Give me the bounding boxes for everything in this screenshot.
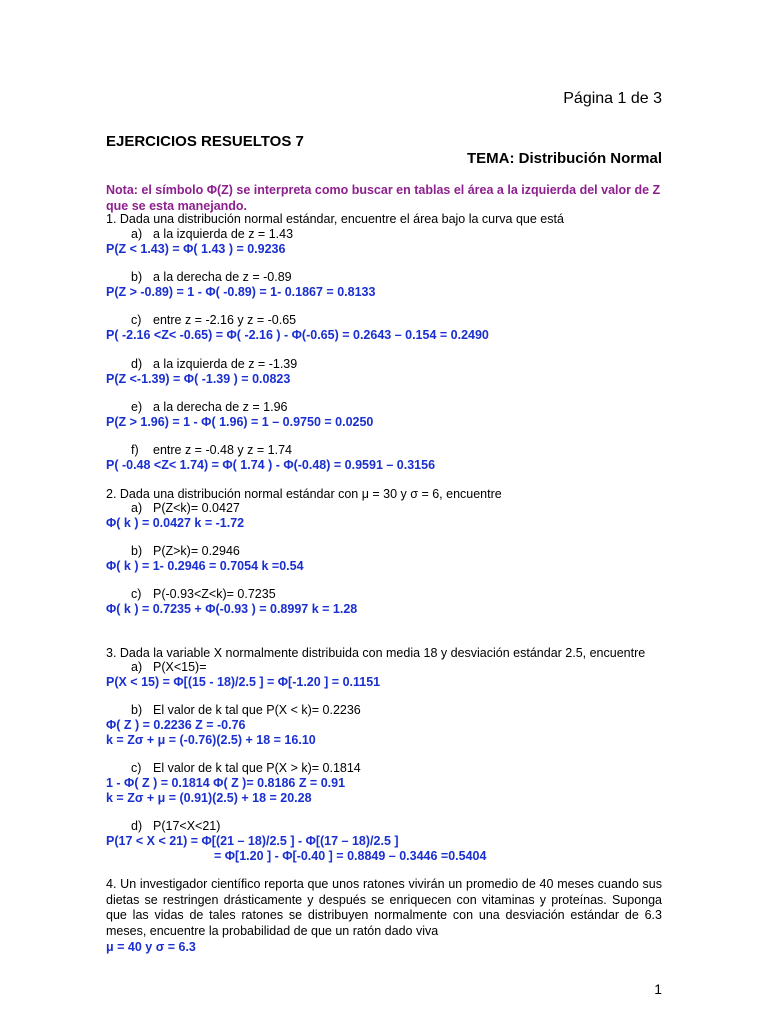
q1-item-d xyxy=(131,357,297,372)
q1-item-b xyxy=(131,270,292,285)
page-label: Página 1 de 3 xyxy=(563,90,662,107)
q1-answer-f: P( -0.48 <Z< 1.74) = Φ( 1.74 ) - Φ(-0.48) = 0.9591 – 0.3156 xyxy=(106,458,436,472)
q4-answer: μ = 40 y σ = 6.3 xyxy=(106,940,196,954)
q3-item-a xyxy=(131,660,207,675)
document-title: EJERCICIOS RESUELTOS 7 xyxy=(106,133,304,150)
item-text: a la derecha de z = 1.96 xyxy=(153,400,288,414)
footer-page-number: 1 xyxy=(654,981,662,997)
q1-answer-b: P(Z > -0.89) = 1 - Φ( -0.89) = 1- 0.1867 = 0.8133 xyxy=(106,285,376,299)
note: Nota: el símbolo Φ(Z) se interpreta como buscar en tablas el área a la izquierda del valor de Z que se esta manejando. xyxy=(106,183,661,213)
item-text: El valor de k tal que P(X < k)= 0.2236 xyxy=(153,703,361,717)
item-text: P(Z>k)= 0.2946 xyxy=(153,544,240,558)
q3-answer-c-line1: 1 - Φ( Z ) = 0.1814 Φ( Z )= 0.8186 Z = 0.91 xyxy=(106,776,346,790)
q1-item-c xyxy=(131,313,296,328)
item-letter: a) xyxy=(131,227,143,241)
q1-answer-a: P(Z < 1.43) = Φ( 1.43 ) = 0.9236 xyxy=(106,242,286,256)
topic-heading: TEMA: Distribución Normal xyxy=(466,150,662,167)
item-text: P(-0.93<Z<k)= 0.7235 xyxy=(153,587,276,601)
q2-answer-c: Φ( k ) = 0.7235 + Φ(-0.93 ) = 0.8997 k = 1.28 xyxy=(106,602,358,616)
item-text: a la izquierda de z = 1.43 xyxy=(153,227,294,241)
q1-item-e xyxy=(131,400,287,415)
item-text: P(17<X<21) xyxy=(153,819,221,833)
item-letter: c) xyxy=(131,587,142,601)
q2-answer-a: Φ( k ) = 0.0427 k = -1.72 xyxy=(106,516,245,530)
item-letter: a) xyxy=(131,660,143,674)
item-text: a la derecha de z = -0.89 xyxy=(153,270,292,284)
q3-answer-b-line1: Φ( Z ) = 0.2236 Z = -0.76 xyxy=(106,718,246,732)
item-text: a la izquierda de z = -1.39 xyxy=(153,357,298,371)
item-letter: f) xyxy=(131,443,139,457)
item-letter: d) xyxy=(131,819,143,833)
question-2: 2. Dada una distribución normal estándar con μ = 30 y σ = 6, encuentre xyxy=(106,487,502,501)
q1-item-f xyxy=(131,443,292,458)
question-1: 1. Dada una distribución normal estándar, encuentre el área bajo la curva que está xyxy=(106,212,564,226)
item-text: entre z = -0.48 y z = 1.74 xyxy=(153,443,292,457)
item-letter: e) xyxy=(131,400,143,414)
q3-item-c xyxy=(131,761,361,776)
item-letter: b) xyxy=(131,270,143,284)
q3-item-d xyxy=(131,819,220,834)
q1-item-a xyxy=(131,227,293,242)
item-letter: b) xyxy=(131,544,143,558)
question-3: 3. Dada la variable X normalmente distribuida con media 18 y desviación estándar 2.5, encuentre xyxy=(106,646,646,660)
item-text: P(X<15)= xyxy=(153,660,207,674)
question-4: 4. Un investigador científico reporta que unos ratones vivirán un promedio de 40 meses cuando sus dietas se restringen drásticamente y después se enriquecen con vitaminas y proteínas. Suponga que las vidas de tales ratones se distribuyen normalmente con una desviación estándar de 6.3 meses, encuentre la probabilidad de que un ratón dado viva xyxy=(106,877,662,938)
q1-answer-d: P(Z <-1.39) = Φ( -1.39 ) = 0.0823 xyxy=(106,372,291,386)
item-letter: d) xyxy=(131,357,143,371)
q2-item-c xyxy=(131,587,276,602)
item-letter: b) xyxy=(131,703,143,717)
q3-answer-d-line1: P(17 < X < 21) = Φ[(21 – 18)/2.5 ] - Φ[(17 – 18)/2.5 ] xyxy=(106,834,399,848)
q3-answer-c-line2: k = Zσ + μ = (0.91)(2.5) + 18 = 20.28 xyxy=(106,791,312,805)
q3-answer-a: P(X < 15) = Φ[(15 - 18)/2.5 ] = Φ[-1.20 ] = 0.1151 xyxy=(106,675,381,689)
item-letter: c) xyxy=(131,761,142,775)
q2-item-a xyxy=(131,501,240,516)
q1-answer-c: P( -2.16 <Z< -0.65) = Φ( -2.16 ) - Φ(-0.65) = 0.2643 – 0.154 = 0.2490 xyxy=(106,328,489,342)
item-text: P(Z<k)= 0.0427 xyxy=(153,501,240,515)
item-text: entre z = -2.16 y z = -0.65 xyxy=(153,313,297,327)
item-text: El valor de k tal que P(X > k)= 0.1814 xyxy=(153,761,361,775)
q3-answer-b-line2: k = Zσ + μ = (-0.76)(2.5) + 18 = 16.10 xyxy=(106,733,316,747)
q3-answer-d-line2: = Φ[1.20 ] - Φ[-0.40 ] = 0.8849 – 0.3446 =0.5404 xyxy=(214,849,487,863)
q3-item-b xyxy=(131,703,361,718)
q2-answer-b: Φ( k ) = 1- 0.2946 = 0.7054 k =0.54 xyxy=(106,559,304,573)
item-letter: c) xyxy=(131,313,142,327)
item-letter: a) xyxy=(131,501,143,515)
q1-answer-e: P(Z > 1.96) = 1 - Φ( 1.96) = 1 – 0.9750 = 0.0250 xyxy=(106,415,374,429)
q2-item-b xyxy=(131,544,240,559)
